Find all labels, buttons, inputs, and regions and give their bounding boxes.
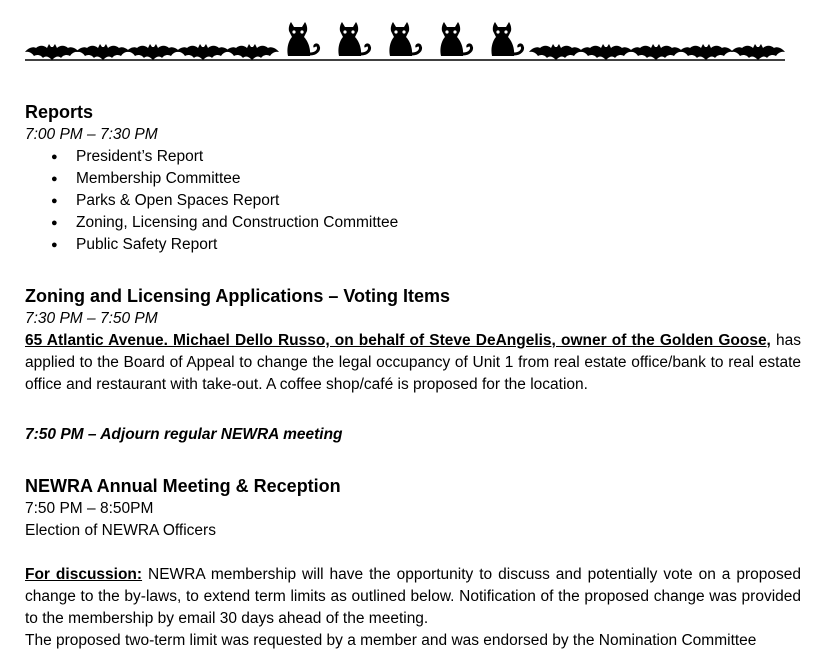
discussion-text: NEWRA membership will have the opportunity to discuss and potentially vote on a proposed change to the by-laws, to extend term limits as outlined below. Notification of the proposed change was provided to the membership by email 30 days ahead of the meeting. — [25, 566, 802, 627]
black-cats — [287, 22, 522, 56]
cutoff-line: The proposed two-term limit was requested by a member and was endorsed by the Nomination Committee — [25, 632, 757, 649]
adjourn-line: 7:50 PM – Adjourn regular NEWRA meeting — [25, 426, 343, 443]
list-item: ● Public Safety Report — [25, 234, 801, 256]
agenda-content — [25, 100, 801, 630]
reports-list — [25, 146, 801, 256]
discussion-paragraph — [25, 564, 801, 630]
list-item: ● Membership Committee — [25, 168, 801, 190]
application-body: has applied to the Board of Appeal to change the legal occupancy of Unit 1 from real estate office/bank to real estate office and restaurant with take-out. A coffee shop/café is proposed for the location. — [25, 332, 801, 393]
list-item: ● President’s Report — [25, 146, 801, 168]
annual-heading: NEWRA Annual Meeting & Reception — [25, 476, 341, 496]
halloween-banner — [0, 0, 827, 72]
election-line: Election of NEWRA Officers — [25, 522, 216, 539]
reports-heading: Reports — [25, 102, 94, 122]
zoning-heading: Zoning and Licensing Applications – Voting Items — [25, 286, 451, 306]
discussion-label: For discussion: — [25, 566, 143, 583]
list-item: ● Zoning, Licensing and Construction Committee — [25, 212, 801, 234]
list-item: ● Parks & Open Spaces Report — [25, 190, 801, 212]
annual-time: 7:50 PM – 8:50PM — [25, 500, 154, 517]
bats-right — [529, 44, 785, 60]
bats-left — [25, 44, 279, 60]
applicant-text: 65 Atlantic Avenue. Michael Dello Russo, on behalf of Steve DeAngelis, owner of the Golden Goose, — [25, 332, 771, 349]
zoning-time: 7:30 PM – 7:50 PM — [25, 310, 158, 327]
reports-time: 7:00 PM – 7:30 PM — [25, 126, 158, 143]
zoning-application — [25, 330, 801, 396]
